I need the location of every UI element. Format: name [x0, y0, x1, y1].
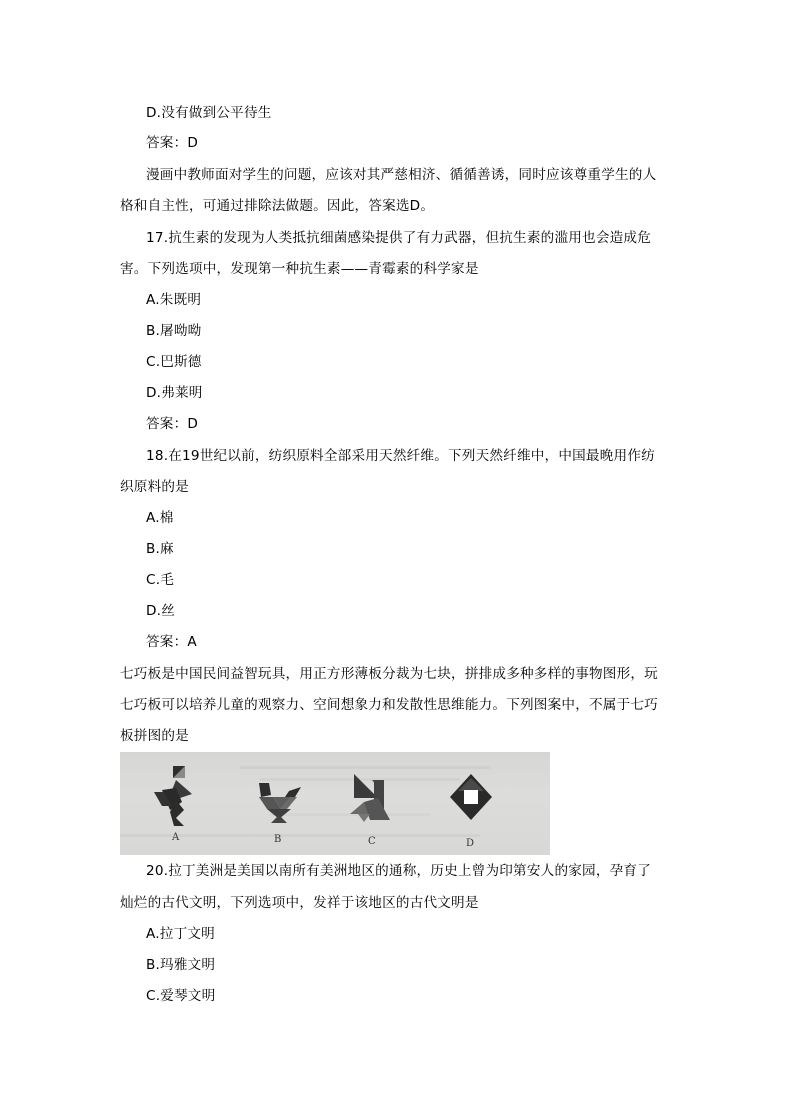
q16-answer: 答案：D	[146, 135, 199, 151]
q17-answer: 答案：D	[146, 416, 199, 432]
tangram-shape-c	[350, 774, 390, 822]
tangram-figure	[120, 752, 550, 855]
q16-option-d: D.没有做到公平待生	[146, 105, 272, 121]
tangram-label-b: B	[274, 834, 282, 845]
q18-option-d: D.丝	[146, 603, 175, 619]
tangram-shape-d	[450, 774, 492, 820]
tangram-shape-a	[154, 766, 194, 826]
q18-stem-line-1: 18.在19世纪以前，纺织原料全部采用天然纤维。下列天然纤维中，中国最晚用作纺	[146, 448, 655, 464]
q20-option-b: B.玛雅文明	[146, 957, 216, 973]
q18-option-b: B.麻	[146, 541, 174, 557]
q17-stem-line-2: 害。下列选项中，发现第一种抗生素——青霉素的科学家是	[120, 261, 479, 277]
tangram-label-a: A	[172, 832, 180, 843]
q17-option-a: A.朱既明	[146, 292, 202, 308]
q18-option-a: A.棉	[146, 510, 174, 526]
q16-explanation-line-1: 漫画中教师面对学生的问题，应该对其严慈相济、循循善诱，同时应该尊重学生的人	[146, 167, 657, 183]
q16-explanation-line-2: 格和自主性，可通过排除法做题。因此，答案选D。	[120, 198, 435, 214]
q19-stem-line-2: 七巧板可以培养儿童的观察力、空间想象力和发散性思维能力。下列图案中，不属于七巧	[120, 697, 658, 713]
q17-option-c: C.巴斯德	[146, 354, 202, 370]
q18-option-c: C.毛	[146, 572, 175, 588]
tangram-label-d: D	[466, 838, 475, 849]
q17-stem-line-1: 17.抗生素的发现为人类抵抗细菌感染提供了有力武器，但抗生素的滥用也会造成危	[146, 230, 651, 246]
q18-answer: 答案：A	[146, 634, 197, 650]
q18-stem-line-2: 织原料的是	[120, 479, 189, 495]
q20-option-c: C.爱琴文明	[146, 988, 216, 1004]
q17-option-d: D.弗莱明	[146, 385, 203, 401]
q20-stem-line-1: 20.拉丁美洲是美国以南所有美洲地区的通称，历史上曾为印第安人的家园，孕育了	[146, 863, 651, 879]
q20-option-a: A.拉丁文明	[146, 926, 215, 942]
q17-option-b: B.屠呦呦	[146, 323, 202, 339]
q20-stem-line-2: 灿烂的古代文明，下列选项中，发祥于该地区的古代文明是	[120, 895, 479, 911]
q19-stem-line-1: 七巧板是中国民间益智玩具，用正方形薄板分裁为七块，拼排成多种多样的事物图形，玩	[120, 666, 658, 682]
tangram-label-c: C	[368, 836, 376, 847]
q19-stem-line-3: 板拼图的是	[120, 728, 189, 744]
tangram-shape-b	[257, 783, 303, 823]
